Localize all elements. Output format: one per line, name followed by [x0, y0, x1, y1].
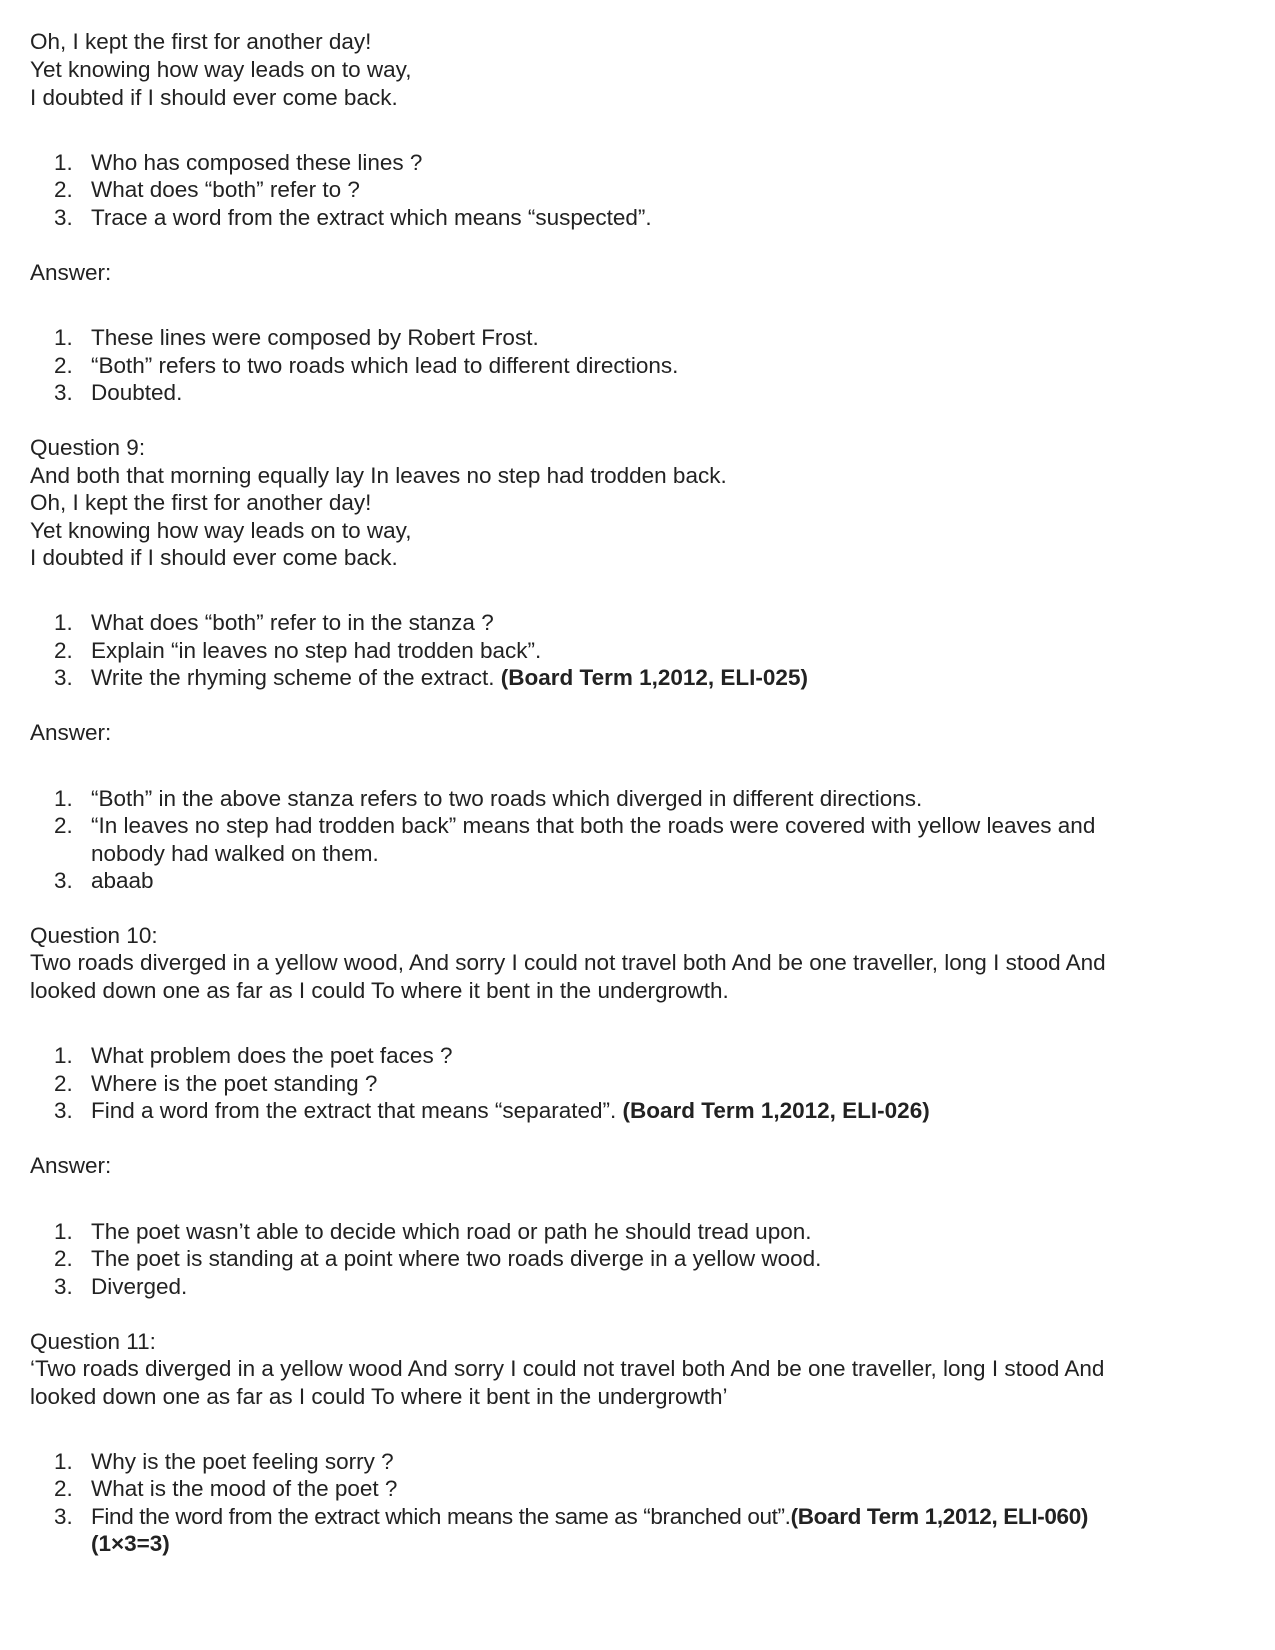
- poem-line: I doubted if I should ever come back.: [30, 545, 398, 570]
- item-number: 3.: [54, 665, 73, 690]
- answer-text: “In leaves no step had trodden back” means that both the roads were covered with yellow leaves and: [91, 813, 1096, 838]
- poem-line: looked down one as far as I could To where it bent in the undergrowth’: [30, 1384, 728, 1409]
- board-reference: (Board Term 1,2012, ELI-026): [622, 1098, 930, 1123]
- poem-line: ‘Two roads diverged in a yellow wood And sorry I could not travel both And be one traveller, long I stood And: [30, 1356, 1105, 1381]
- poem-line: I doubted if I should ever come back.: [30, 85, 398, 110]
- board-reference: (Board Term 1,2012, ELI-060): [790, 1504, 1088, 1529]
- poem-line: looked down one as far as I could To where it bent in the undergrowth.: [30, 978, 729, 1003]
- poem-line: Two roads diverged in a yellow wood, And sorry I could not travel both And be one traveller, long I stood And: [30, 950, 1106, 975]
- item-number: 3.: [54, 1098, 73, 1123]
- item-number: 3.: [54, 1274, 73, 1299]
- question-text: What does “both” refer to ?: [91, 177, 360, 202]
- question-text: Who has composed these lines ?: [91, 150, 423, 175]
- answer-text: “Both” refers to two roads which lead to different directions.: [91, 353, 679, 378]
- marks-value: (1×3=3): [91, 1531, 170, 1556]
- item-number: 1.: [54, 150, 73, 175]
- item-number: 3.: [54, 1504, 73, 1529]
- question-text: What problem does the poet faces ?: [91, 1043, 453, 1068]
- question-text: [91, 664, 808, 692]
- answer-label: Answer:: [30, 720, 112, 745]
- question-heading: Question 11:: [30, 1329, 156, 1354]
- question-text: What does “both” refer to in the stanza ?: [91, 610, 494, 635]
- item-number: 1.: [54, 1449, 73, 1474]
- answer-text: The poet wasn’t able to decide which road or path he should tread upon.: [91, 1219, 812, 1244]
- question-text: What is the mood of the poet ?: [91, 1476, 398, 1501]
- board-reference: (Board Term 1,2012, ELI-025): [500, 665, 808, 690]
- question-text-main: Find the word from the extract which means the same as “branched out”.: [91, 1504, 791, 1529]
- item-number: 2.: [54, 177, 73, 202]
- poem-line: And both that morning equally lay In leaves no step had trodden back.: [30, 463, 727, 488]
- poem-line: Yet knowing how way leads on to way,: [30, 57, 412, 82]
- question-text: Why is the poet feeling sorry ?: [91, 1449, 394, 1474]
- answer-text: “Both” in the above stanza refers to two roads which diverged in different directions.: [91, 786, 923, 811]
- poem-line: Oh, I kept the first for another day!: [30, 29, 372, 54]
- question-heading: Question 9:: [30, 435, 146, 460]
- item-number: 2.: [54, 1071, 73, 1096]
- poem-line: Yet knowing how way leads on to way,: [30, 518, 412, 543]
- answer-text: These lines were composed by Robert Frost.: [91, 325, 539, 350]
- question-text: Where is the poet standing ?: [91, 1071, 378, 1096]
- answer-text: Diverged.: [91, 1274, 188, 1299]
- marks-note: [91, 1530, 170, 1558]
- item-number: 3.: [54, 205, 73, 230]
- item-number: 1.: [54, 325, 73, 350]
- answer-text: The poet is standing at a point where two roads diverge in a yellow wood.: [91, 1246, 822, 1271]
- item-number: 3.: [54, 380, 73, 405]
- question-heading: Question 10:: [30, 923, 158, 948]
- item-number: 2.: [54, 813, 73, 838]
- answer-text: abaab: [91, 868, 154, 893]
- question-text: [91, 1503, 1088, 1531]
- question-text: [91, 1097, 930, 1125]
- item-number: 1.: [54, 1043, 73, 1068]
- answer-label: Answer:: [30, 1153, 112, 1178]
- item-number: 3.: [54, 868, 73, 893]
- item-number: 2.: [54, 638, 73, 663]
- item-number: 2.: [54, 1476, 73, 1501]
- item-number: 2.: [54, 1246, 73, 1271]
- item-number: 1.: [54, 1219, 73, 1244]
- question-text: Explain “in leaves no step had trodden back”.: [91, 638, 542, 663]
- item-number: 1.: [54, 610, 73, 635]
- item-number: 2.: [54, 353, 73, 378]
- answer-label: Answer:: [30, 260, 112, 285]
- question-text-main: Write the rhyming scheme of the extract.: [91, 665, 501, 690]
- poem-line: Oh, I kept the first for another day!: [30, 490, 372, 515]
- item-number: 1.: [54, 786, 73, 811]
- answer-text: nobody had walked on them.: [91, 841, 379, 866]
- question-text: Trace a word from the extract which means “suspected”.: [91, 205, 652, 230]
- question-text-main: Find a word from the extract that means “separated”.: [91, 1098, 623, 1123]
- answer-text: Doubted.: [91, 380, 183, 405]
